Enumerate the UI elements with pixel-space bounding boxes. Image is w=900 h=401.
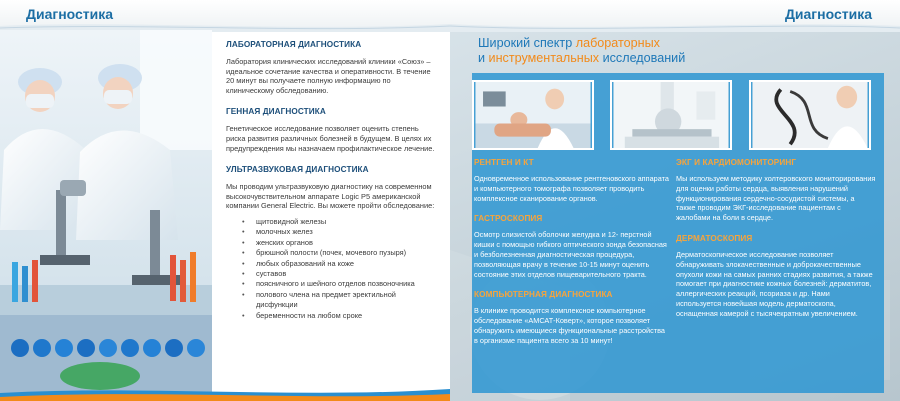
headline-part: Широкий спектр	[478, 36, 576, 50]
list-item: • полового члена на предмет эректильной дисфункции	[242, 290, 436, 311]
headline-highlight: лабораторных	[575, 36, 660, 50]
section-title: ЭКГ И КАРДИОМОНИТОРИНГ	[676, 158, 797, 167]
blue-caps-tray	[11, 339, 205, 357]
header-wave-decoration	[450, 20, 900, 32]
list-item: • поясничного и шейного отделов позвоночника	[242, 279, 436, 289]
list-item: • беременности на любом сроке	[242, 311, 436, 321]
list-item: • брюшной полости (почек, мочевого пузыря)	[242, 248, 436, 258]
list-item: • женских органов	[242, 238, 436, 248]
headline-part: и	[478, 51, 489, 65]
section-text: Лаборатория клинических исследований клиники «Союз» – идеальное сочетание качества и оперативности. В течение 20 минут вы получаете полную информацию по клиническому обследованию.	[226, 57, 431, 95]
section-text: Осмотр слизистой оболочки желудка и 12- перстной кишки с помощью гибкого оптического зонда безопасная и безболезненная диагностическая процедура, позволяющая врачу в течение 10-15 минут оценить состояние этих отделов пищеварительного тракта.	[474, 230, 667, 279]
section-text: В клинике проводится комплексное компьютерное обследование «АМСАТ-Коверт», которое позволяет обнаружить имеющиеся функциональные расстройства в организме пациента всего за 10 минут!	[474, 306, 665, 345]
list-item: • молочных желез	[242, 227, 436, 237]
section-text: Генетическое исследование позволяет оценить степень риска развития различных болезней в будущем. В целях их предупреждения мы назначаем профилактическое лечение.	[226, 124, 435, 153]
section-text: Мы проводим ультразвуковую диагностику на современном высокочувствительном аппарате Logic P5 американской компании General Electric. Вы можете пройти обследование:	[226, 182, 435, 211]
right-headline	[478, 36, 685, 66]
list-item: • суставов	[242, 269, 436, 279]
section-title: УЛЬТРАЗВУКОВАЯ ДИАГНОСТИКА	[226, 165, 369, 175]
section-title: РЕНТГЕН И КТ	[474, 158, 534, 167]
left-header	[0, 0, 450, 30]
right-header	[450, 0, 900, 30]
list-item: • щитовидной железы	[242, 217, 436, 227]
section-text: Одновременное использование рентгеновского аппарата и компьютерного томографа позволяет проводить комплексное сканирование органов.	[474, 174, 669, 203]
section-text: Дерматоскопическое исследование позволяет обнаруживать злокачественные и доброкачественные опухоли кожи на самых ранних стадиях развития, а также помогает при диагностике кожных болезней: дерматитов, аллергических реакций, псориаза и др. Нами используется новейшая модель дерматоскопа, оснащенная камерой с тысячекратным увеличением.	[676, 249, 873, 318]
section-title: ГАСТРОСКОПИЯ	[474, 214, 543, 224]
left-text-column	[226, 40, 436, 321]
section-title: КОМПЬЮТЕРНАЯ ДИАГНОСТИКА	[474, 290, 613, 300]
ultrasound-list	[242, 217, 436, 321]
list-item: • любых образований на коже	[242, 259, 436, 269]
right-page	[450, 0, 900, 401]
section-text: Мы используем методику холтеровского мониторирования для оценки работы сердца, выявления нарушений функционирования сердечно-сосудистой системы, а также проводим ЭКГ-исследование пациентам с жалобами на боли в сердце.	[676, 174, 876, 223]
laboratory-photo	[0, 30, 212, 401]
right-header-title: Диагностика	[784, 6, 872, 22]
bottom-wave-decoration	[0, 383, 450, 401]
section-title: ДЕРМАТОСКОПИЯ	[676, 233, 753, 243]
section-title: ЛАБОРАТОРНАЯ ДИАГНОСТИКА	[226, 40, 362, 49]
ecg-exam-photo	[472, 80, 594, 150]
right-column-2	[676, 158, 876, 330]
xray-machine-photo	[610, 80, 732, 150]
endoscope-photo	[749, 80, 871, 150]
headline-highlight: инструментальных	[488, 51, 600, 65]
section-title: ГЕННАЯ ДИАГНОСТИКА	[226, 107, 326, 117]
left-header-title: Диагностика	[26, 6, 114, 22]
headline-part: исследований	[599, 51, 686, 65]
right-column-1	[474, 158, 670, 357]
